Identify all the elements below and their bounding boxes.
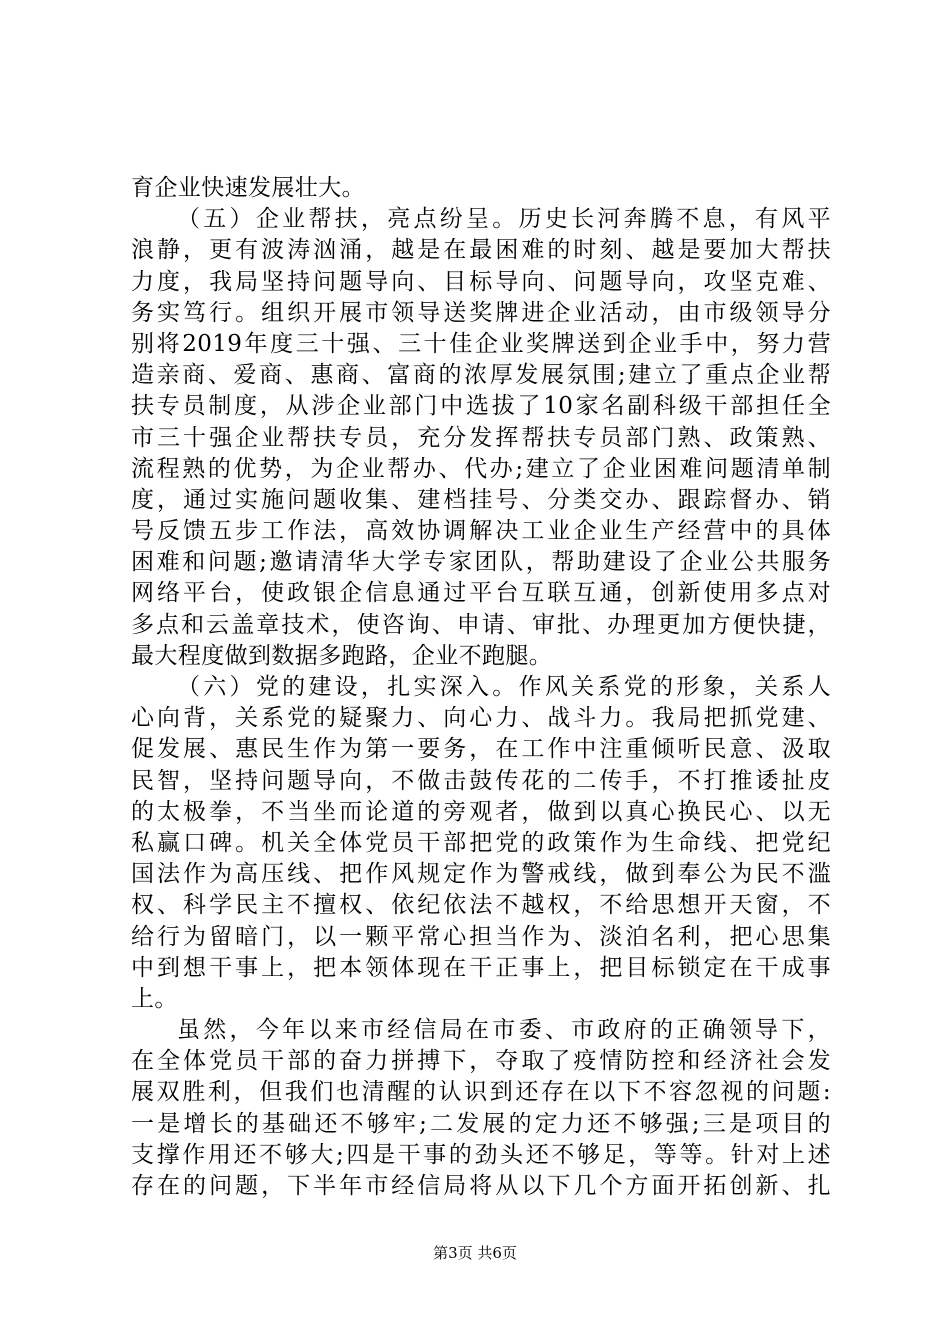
- text-line: 给行为留暗门，以一颗平常心担当作为、淡泊名利，把心思集: [131, 923, 831, 950]
- text-line: 权、科学民主不擅权、依纪依法不越权，不给思想开天窗，不: [131, 892, 831, 919]
- text-line: 扶专员制度，从涉企业部门中选拔了10家名副科级干部担任全: [131, 393, 831, 420]
- text-line: 私赢口碑。机关全体党员干部把党的政策作为生命线、把党纪: [131, 829, 831, 856]
- text-line: 多点和云盖章技术，使咨询、申请、审批、办理更加方便快捷，: [131, 611, 831, 638]
- text-line: 育企业快速发展壮大。: [131, 175, 365, 201]
- text-line: 力度，我局坚持问题导向、目标导向、问题导向，攻坚克难、: [131, 268, 831, 295]
- text-line: 心向背，关系党的疑聚力、向心力、战斗力。我局把抓党建、: [131, 705, 831, 732]
- text-line: 民智，坚持问题导向，不做击鼓传花的二传手，不打推诿扯皮: [131, 767, 831, 794]
- text-line: 造亲商、爱商、惠商、富商的浓厚发展氛围;建立了重点企业帮: [131, 362, 831, 389]
- text-line: 的太极拳，不当坐而论道的旁观者，做到以真心换民心、以无: [131, 798, 831, 825]
- text-line: 困难和问题;邀请清华大学专家团队，帮助建设了企业公共服务: [131, 549, 831, 576]
- text-line: 号反馈五步工作法，高效协调解决工业企业生产经营中的具体: [131, 518, 831, 545]
- text-line: 别将2019年度三十强、三十佳企业奖牌送到企业手中，努力营: [131, 330, 831, 357]
- text-line: 存在的问题，下半年市经信局将从以下几个方面开拓创新、扎: [131, 1173, 831, 1199]
- text-line: 网络平台，使政银企信息通过平台互联互通，创新使用多点对: [131, 580, 831, 607]
- text-line: 一是增长的基础还不够牢;二发展的定力还不够强;三是项目的: [131, 1110, 831, 1137]
- text-line: 流程熟的优势，为企业帮办、代办;建立了企业困难问题清单制: [131, 455, 831, 482]
- text-line: 国法作为高压线、把作风规定作为警戒线，做到奉公为民不滥: [131, 861, 831, 888]
- text-line: 支撑作用还不够大;四是干事的劲头还不够足，等等。针对上述: [131, 1141, 831, 1168]
- text-line: 展双胜利，但我们也清醒的认识到还存在以下不容忽视的问题:: [131, 1079, 831, 1106]
- paragraph-last-line: 上。: [131, 985, 178, 1012]
- text-line: 浪静，更有波涛汹涌，越是在最困难的时刻、越是要加大帮扶: [131, 237, 831, 264]
- text-line: 度，通过实施问题收集、建档挂号、分类交办、跟踪督办、销: [131, 486, 831, 513]
- text-line: 中到想干事上，把本领体现在干正事上，把目标锁定在干成事: [131, 954, 831, 981]
- text-line: 促发展、惠民生作为第一要务，在工作中注重倾听民意、汲取: [131, 736, 831, 763]
- paragraph-first-line: （五）企业帮扶，亮点纷呈。历史长河奔腾不息，有风平: [177, 206, 831, 233]
- text-line: 在全体党员干部的奋力拼搏下，夺取了疫情防控和经济社会发: [131, 1048, 831, 1075]
- paragraph-last-line: 最大程度做到数据多跑路，企业不跑腿。: [131, 642, 553, 669]
- page-number-footer: 第3页 共6页: [433, 1244, 517, 1262]
- paragraph-first-line: 虽然，今年以来市经信局在市委、市政府的正确领导下，: [177, 1017, 831, 1044]
- text-line: 市三十强企业帮扶专员，充分发挥帮扶专员部门熟、政策熟、: [131, 424, 831, 451]
- text-line: 务实笃行。组织开展市领导送奖牌进企业活动，由市级领导分: [131, 299, 831, 326]
- body-text: [131, 173, 831, 1202]
- paragraph-first-line: （六）党的建设，扎实深入。作风关系党的形象，关系人: [177, 674, 831, 700]
